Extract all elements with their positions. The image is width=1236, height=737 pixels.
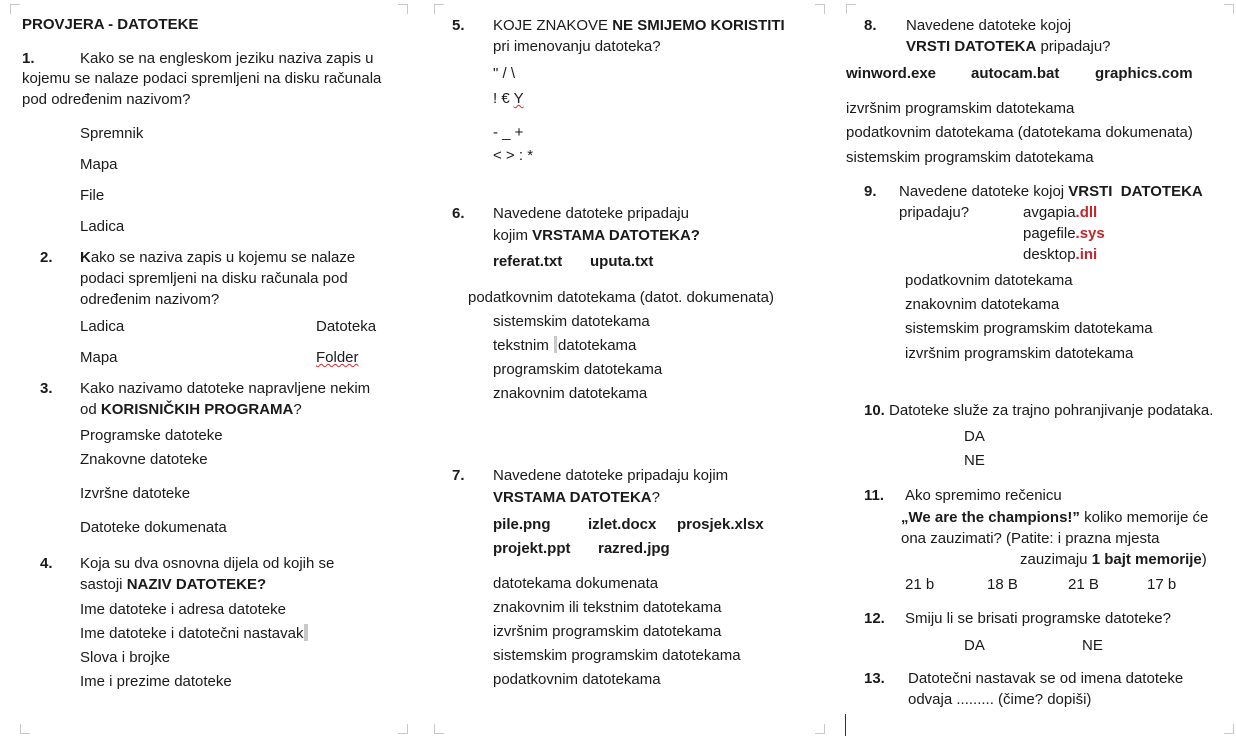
question-text: Kako nazivamo datoteke napravljene nekim: [80, 380, 371, 397]
answer-option[interactable]: sistemskim programskim datotekama: [905, 320, 1153, 337]
answer-option[interactable]: NE: [964, 452, 985, 469]
selection-cursor: [304, 624, 308, 641]
answer-option[interactable]: [80, 624, 309, 644]
file-name: [1023, 224, 1105, 244]
answer-option[interactable]: Znakovne datoteke: [80, 451, 208, 468]
answer-option[interactable]: Mapa: [80, 156, 118, 173]
file-name: projekt.ppt: [493, 540, 571, 557]
page-corner-mark: [815, 724, 825, 734]
file-name: pile.png: [493, 516, 551, 533]
answer-option[interactable]: znakovnim ili tekstnim datotekama: [493, 599, 722, 616]
text-cursor: [845, 714, 846, 736]
question-text: [864, 401, 1213, 421]
file-extension: .sys: [1075, 225, 1105, 242]
answer-option-text: Y: [513, 90, 524, 107]
answer-option[interactable]: Mapa: [80, 349, 118, 366]
page-corner-mark: [398, 4, 408, 14]
answer-option[interactable]: - _ +: [493, 124, 524, 141]
answer-option[interactable]: izvršnim programskim datotekama: [905, 345, 1134, 362]
question-text: pod određenim nazivom?: [22, 91, 191, 108]
question-number: 7.: [452, 467, 465, 484]
question-text: Smiju li se brisati programske datoteke?: [905, 610, 1171, 627]
question-text: podaci spremljeni na disku računala pod: [80, 270, 348, 287]
file-extension: .ini: [1075, 246, 1098, 263]
question-text-bold: 1 bajt memorije: [1091, 551, 1202, 568]
answer-option[interactable]: podatkovnim datotekama (datot. dokumenata): [468, 289, 775, 306]
answer-option[interactable]: " / \: [493, 65, 515, 82]
question-text: [901, 508, 1208, 528]
page-corner-mark: [815, 4, 825, 14]
answer-option-text: tekstnim: [493, 337, 554, 354]
answer-option[interactable]: Izvršne datoteke: [80, 485, 191, 502]
question-text: [899, 182, 1203, 202]
question-text-bold: VRSTAMA DATOTEKA: [493, 489, 652, 506]
answer-option[interactable]: 17 b: [1147, 576, 1177, 593]
answer-option[interactable]: [493, 89, 524, 109]
question-text-part: kojim: [493, 227, 533, 244]
file-basename: pagefile: [1023, 225, 1076, 242]
question-text-first-letter: K: [80, 249, 91, 266]
answer-option[interactable]: 21 b: [905, 576, 935, 593]
question-text-part: pripadaju?: [1036, 38, 1111, 55]
answer-option[interactable]: sistemskim datotekama: [493, 313, 650, 330]
question-number: 13.: [864, 670, 885, 687]
answer-option[interactable]: File: [80, 187, 105, 204]
answer-option[interactable]: Slova i brojke: [80, 649, 171, 666]
question-text: ona zauzimati? (Patite: i prazna mjesta: [901, 530, 1160, 547]
question-text: pripadaju?: [899, 204, 970, 221]
question-text: Kako se na engleskom jeziku naziva zapis u: [80, 50, 374, 67]
page-corner-mark: [20, 724, 30, 734]
file-name: prosjek.xlsx: [677, 516, 764, 533]
question-number: 2.: [40, 249, 53, 266]
selection-cursor: [554, 336, 557, 353]
page-corner-mark: [1224, 724, 1234, 734]
question-number: 9.: [864, 183, 877, 200]
question-text-part: ?: [651, 489, 660, 506]
answer-option[interactable]: Ime datoteke i adresa datoteke: [80, 601, 286, 618]
question-number: 4.: [40, 555, 53, 572]
answer-option[interactable]: izvršnim programskim datotekama: [493, 623, 722, 640]
answer-option[interactable]: 18 B: [987, 576, 1018, 593]
answer-option[interactable]: NE: [1082, 637, 1103, 654]
question-number: 8.: [864, 17, 877, 34]
page-corner-mark: [10, 4, 20, 14]
page-corner-mark: [398, 724, 408, 734]
file-extension: .dll: [1075, 204, 1098, 221]
file-basename: avgapia: [1023, 204, 1076, 221]
question-text-part: ): [1201, 551, 1207, 568]
answer-option[interactable]: sistemskim programskim datotekama: [846, 149, 1094, 166]
file-name: autocam.bat: [971, 65, 1060, 82]
question-number: 5.: [452, 17, 465, 34]
answer-option[interactable]: izvršnim programskim datotekama: [846, 100, 1075, 117]
question-text-bold: „We are the champions!”: [901, 509, 1080, 526]
question-text-bold: VRSTI DATOTEKA: [1068, 183, 1203, 200]
answer-option[interactable]: znakovnim datotekama: [905, 296, 1060, 313]
question-text-part: ?: [293, 401, 302, 418]
answer-option[interactable]: podatkovnim datotekama: [493, 671, 661, 688]
question-text: [493, 16, 785, 36]
question-text-part: zauzimaju: [1020, 551, 1092, 568]
question-text: Navedene datoteke kojoj: [906, 17, 1072, 34]
question-number: 11.: [864, 487, 885, 504]
question-text: Koja su dva osnovna dijela od kojih se: [80, 555, 335, 572]
question-text: Ako spremimo rečenicu: [905, 487, 1062, 504]
answer-option-text: Ime datoteke i datotečni nastavak: [80, 625, 304, 642]
answer-option[interactable]: Programske datoteke: [80, 427, 223, 444]
question-number: 3.: [40, 380, 53, 397]
file-name: izlet.docx: [588, 516, 657, 533]
question-text-part: koliko memorije će: [1079, 509, 1209, 526]
answer-option[interactable]: DA: [964, 428, 985, 445]
answer-option[interactable]: Ime i prezime datoteke: [80, 673, 232, 690]
file-name: [1023, 203, 1097, 223]
answer-option[interactable]: programskim datotekama: [493, 361, 663, 378]
question-text-bold: NAZIV DATOTEKE?: [126, 576, 267, 593]
file-name: uputa.txt: [590, 253, 654, 270]
page-corner-mark: [1224, 4, 1234, 14]
question-text-bold: VRSTI DATOTEKA: [906, 38, 1037, 55]
question-text: Datotečni nastavak se od imena datoteke: [908, 670, 1184, 687]
question-text-part: sastoji: [80, 576, 127, 593]
question-text-part: KOJE ZNAKOVE: [493, 17, 613, 34]
question-text-part: Navedene datoteke kojoj: [899, 183, 1069, 200]
file-basename: desktop: [1023, 246, 1076, 263]
question-text: [80, 248, 355, 268]
question-text-bold: NE SMIJEMO KORISTITI: [612, 17, 785, 34]
file-name: graphics.com: [1095, 65, 1193, 82]
question-text-part: od: [80, 401, 101, 418]
page-corner-mark: [846, 4, 856, 14]
file-name: referat.txt: [493, 253, 563, 270]
question-text: [80, 400, 302, 420]
question-text: [80, 575, 266, 595]
answer-option[interactable]: podatkovnim datotekama: [905, 272, 1073, 289]
answer-option-text: ! €: [493, 90, 514, 107]
answer-option[interactable]: DA: [964, 637, 985, 654]
answer-option[interactable]: Ladica: [80, 218, 125, 235]
answer-option[interactable]: znakovnim datotekama: [493, 385, 648, 402]
answer-option[interactable]: Folder: [316, 349, 359, 366]
answer-option[interactable]: Spremnik: [80, 125, 144, 142]
answer-option-text: datotekama: [558, 337, 637, 354]
question-text: [906, 37, 1111, 57]
question-number: 12.: [864, 610, 885, 627]
question-text-bold: VRSTAMA DATOTEKA?: [532, 227, 700, 244]
question-text: pri imenovanju datoteka?: [493, 38, 661, 55]
page-title: PROVJERA - DATOTEKE: [22, 16, 199, 33]
question-number: 10.: [864, 402, 885, 419]
answer-option[interactable]: sistemskim programskim datotekama: [493, 647, 741, 664]
question-text: [1020, 550, 1207, 570]
question-text: određenim nazivom?: [80, 291, 220, 308]
page-corner-mark: [434, 724, 444, 734]
question-text-rest: ako se naziva zapis u kojemu se nalaze: [90, 249, 356, 266]
answer-option[interactable]: Datoteka: [316, 318, 377, 335]
answer-option[interactable]: podatkovnim datotekama (datotekama dokumenata): [846, 124, 1193, 141]
file-name: winword.exe: [846, 65, 937, 82]
answer-option[interactable]: Datoteke dokumenata: [80, 519, 227, 536]
answer-option[interactable]: 21 B: [1068, 576, 1099, 593]
question-number: 6.: [452, 205, 465, 222]
answer-option[interactable]: [493, 336, 636, 356]
file-name: [1023, 245, 1097, 265]
question-number: 1.: [22, 50, 35, 67]
answer-option[interactable]: Ladica: [80, 318, 125, 335]
question-text: [493, 488, 660, 508]
question-text-part: Datoteke služe za trajno pohranjivanje podataka.: [884, 402, 1214, 419]
question-text: [493, 226, 700, 246]
question-text: kojemu se nalaze podaci spremljeni na disku računala: [22, 70, 382, 87]
answer-option[interactable]: datotekama dokumenata: [493, 575, 659, 592]
question-text-bold: KORISNIČKIH PROGRAMA: [100, 401, 294, 418]
page-corner-mark: [434, 4, 444, 14]
question-text: Navedene datoteke pripadaju kojim: [493, 467, 729, 484]
answer-option[interactable]: < > : *: [493, 147, 534, 164]
file-name: razred.jpg: [598, 540, 670, 557]
question-text: Navedene datoteke pripadaju: [493, 205, 689, 222]
question-text: odvaja ......... (čime? dopiši): [908, 691, 1092, 708]
